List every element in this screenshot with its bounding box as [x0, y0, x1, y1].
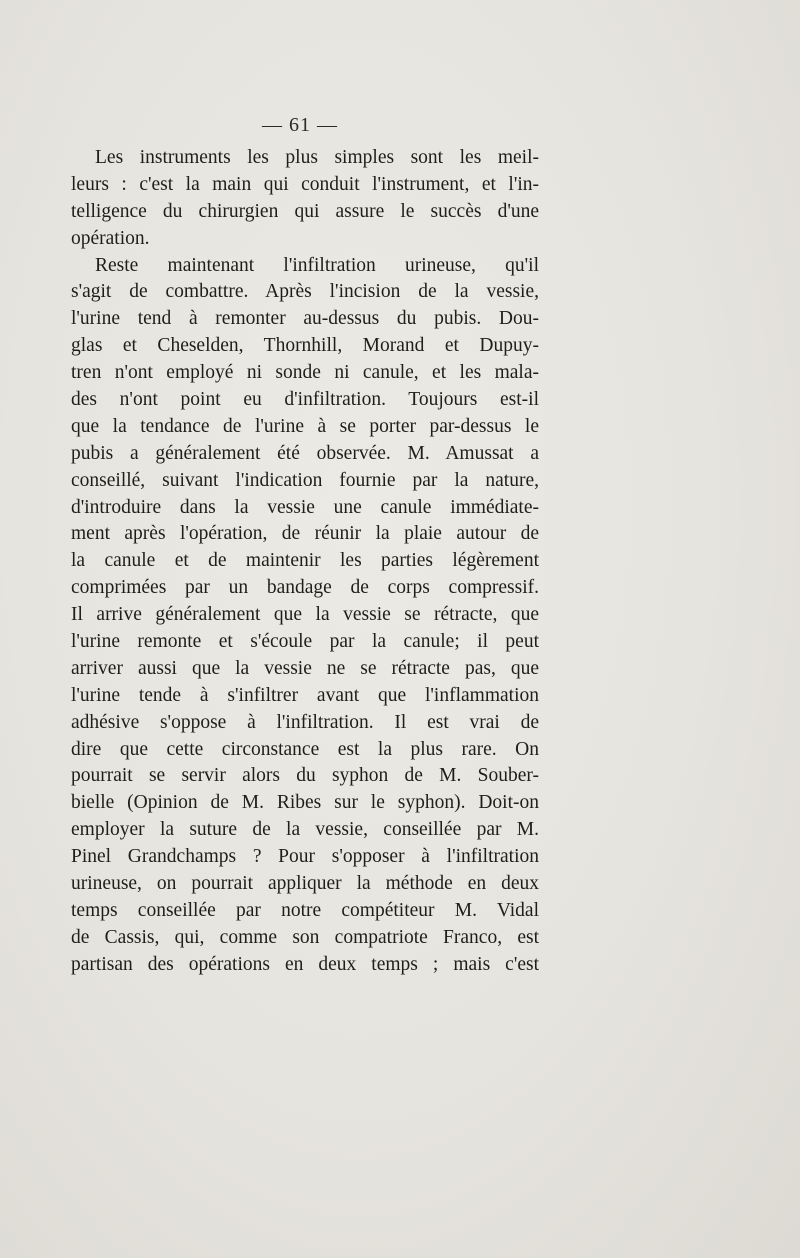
text-line: la canule et de maintenir les parties légèrement [71, 550, 539, 572]
text-line: Pinel Grandchamps ? Pour s'opposer à l'infiltration [71, 846, 539, 868]
text-line: des n'ont point eu d'infiltration. Toujours est-il [71, 389, 539, 411]
text-line: telligence du chirurgien qui assure le succès d'une [71, 200, 539, 222]
text-line: pourrait se servir alors du syphon de M. Souber- [71, 765, 539, 787]
text-line: employer la suture de la vessie, conseillée par M. [71, 819, 539, 841]
text-line: Les instruments les plus simples sont les meil- [95, 147, 539, 168]
text-line: urineuse, on pourrait appliquer la méthode en deux [71, 873, 539, 895]
body-text [71, 145, 539, 979]
text-line: Reste maintenant l'infiltration urineuse, qu'il [95, 254, 539, 276]
text-line: d'introduire dans la vessie une canule immédiate- [71, 496, 539, 518]
text-line: adhésive s'oppose à l'infiltration. Il est vrai de [71, 711, 539, 733]
text-line: s'agit de combattre. Après l'incision de la vessie, [71, 281, 539, 303]
text-line: bielle (Opinion de M. Ribes sur le syphon). Doit-on [71, 792, 539, 814]
text-line: conseillé, suivant l'indication fournie par la nature, [71, 469, 539, 491]
text-line: partisan des opérations en deux temps ; mais c'est [71, 953, 539, 975]
text-line: ment après l'opération, de réunir la plaie autour de [71, 523, 539, 545]
text-line: pubis a généralement été observée. M. Amussat a [71, 442, 539, 464]
text-line: arriver aussi que la vessie ne se rétracte pas, que [71, 657, 539, 679]
text-line: glas et Cheselden, Thornhill, Morand et Dupuy- [71, 335, 539, 357]
text-line: de Cassis, qui, comme son compatriote Franco, est [71, 926, 539, 948]
text-line: l'urine tende à s'infiltrer avant que l'inflammation [71, 684, 539, 706]
text-line: comprimées par un bandage de corps compressif. [71, 577, 539, 599]
text-line: temps conseillée par notre compétiteur M. Vidal [71, 899, 539, 921]
text-line: l'urine tend à remonter au-dessus du pubis. Dou- [71, 308, 539, 330]
text-line: tren n'ont employé ni sonde ni canule, et les mala- [71, 362, 539, 384]
text-line: dire que cette circonstance est la plus rare. On [71, 738, 539, 760]
text-line: leurs : c'est la main qui conduit l'instrument, et l'in- [71, 173, 539, 195]
text-line: Il arrive généralement que la vessie se rétracte, que [71, 604, 539, 626]
text-line: l'urine remonte et s'écoule par la canule; il peut [71, 631, 539, 653]
text-line: que la tendance de l'urine à se porter par-dessus le [71, 415, 539, 437]
page-number: — 61 — [262, 114, 338, 136]
text-line: opération. [71, 227, 150, 249]
